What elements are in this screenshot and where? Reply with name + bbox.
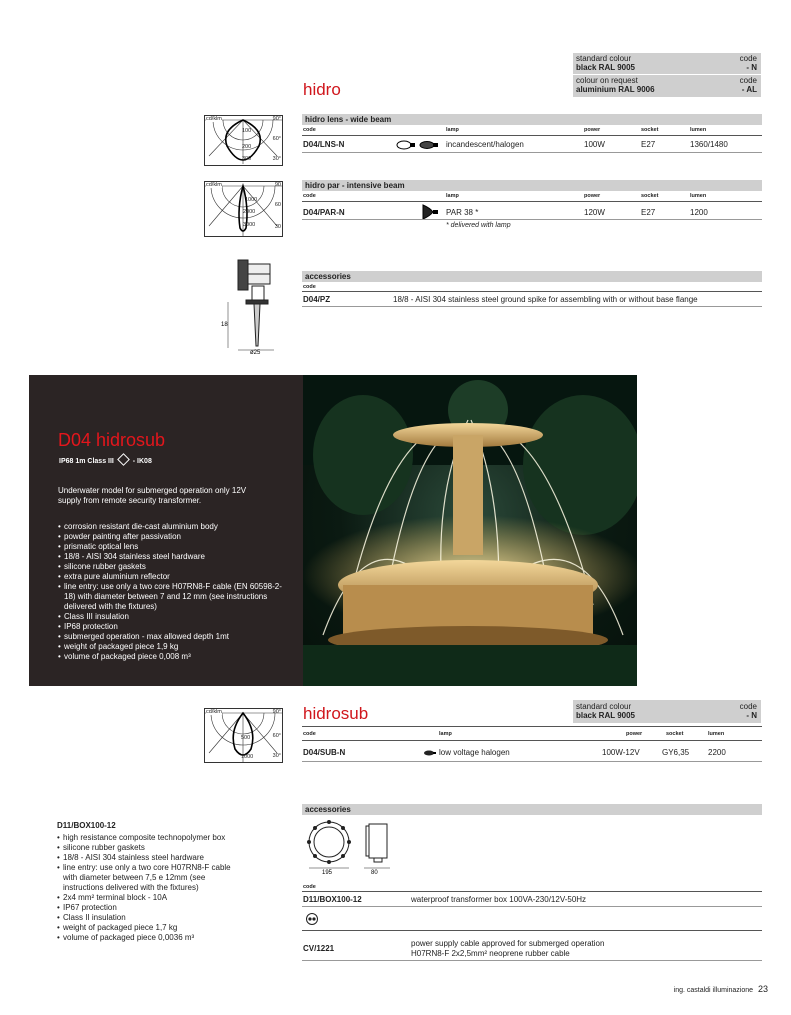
par-lamp-icon (421, 204, 439, 220)
sub-socket: GY6,35 (662, 748, 690, 757)
feature-list (58, 522, 288, 662)
col-lamp: lamp (446, 193, 459, 199)
list-item: • silicone rubber gaskets (58, 562, 288, 572)
list-item: • powder painting after passivation (58, 532, 288, 542)
spike-code: D04/PZ (303, 295, 331, 304)
box-code: D11/BOX100-12 (303, 895, 362, 904)
value-label: 3000 (243, 222, 256, 228)
class-iii-icon (117, 453, 130, 466)
code-value: - N (746, 711, 757, 720)
code-value-1: - N (746, 63, 757, 72)
list-item: • silicone rubber gaskets (57, 843, 247, 853)
col-socket: socket (666, 731, 684, 737)
angle-label: 60° (272, 733, 281, 739)
col-power: power (584, 127, 601, 133)
dim-label: 195 (322, 870, 333, 876)
code-value-2: - AL (741, 85, 757, 94)
cable-code: CV/1221 (303, 944, 335, 953)
list-item: • submerged operation - max allowed depth 1mt (58, 632, 288, 642)
colour-label: standard colour (576, 702, 632, 711)
value-label: 1000 (241, 754, 254, 760)
polar-diagram-sub (204, 708, 283, 763)
dim-label: 80 (371, 870, 378, 876)
sub-lumen: 2200 (708, 748, 726, 757)
sub-lamp: low voltage halogen (439, 748, 510, 757)
code-label-2: code (739, 76, 757, 85)
angle-label: 60 (274, 202, 281, 208)
diagram-unit: cd/klm (206, 709, 222, 715)
dim-label: ø25 (250, 350, 261, 356)
section-bar-accessories: accessories (302, 271, 762, 282)
value-label: 300 (242, 156, 252, 162)
colour-value-2: aluminium RAL 9006 (576, 85, 655, 94)
col-code: code (303, 884, 316, 890)
lens-socket: E27 (641, 140, 656, 149)
par-lamp: PAR 38 * (446, 208, 479, 217)
code-label-1: code (739, 54, 757, 63)
fountain-illustration (303, 375, 637, 686)
col-code: code (303, 193, 316, 199)
colour-value: black RAL 9005 (576, 711, 635, 720)
hidrosub-intro-panel (29, 375, 303, 686)
colour-table (573, 53, 761, 97)
cable-desc-2: H07RN8-F 2x2,5mm² neoprene rubber cable (411, 949, 570, 958)
hidrosub-intro-title: D04 hidrosub (58, 430, 166, 450)
col-code: code (303, 731, 316, 737)
list-item: • Class III insulation (58, 612, 288, 622)
lens-lumen: 1360/1480 (690, 140, 728, 149)
par-socket: E27 (641, 208, 656, 217)
hidrosub-title: hidrosub (303, 704, 369, 723)
ground-spike-drawing (218, 256, 278, 356)
lens-lamp: incandescent/halogen (446, 140, 524, 149)
col-socket: socket (641, 127, 659, 133)
diagram-unit: cd/klm (206, 182, 222, 188)
section-bar-par: hidro par - intensive beam (302, 180, 762, 191)
section-bar-accessories-2: accessories (302, 804, 762, 815)
colour-label-1: standard colour (576, 54, 632, 63)
list-item: • weight of packaged piece 1,7 kg (57, 923, 247, 933)
footer (674, 984, 768, 994)
page-number: 23 (757, 984, 768, 994)
par-lumen: 1200 (690, 208, 708, 217)
col-power: power (626, 731, 643, 737)
angle-label: 90° (272, 116, 281, 122)
cable-icon (305, 913, 319, 925)
col-code: code (303, 284, 316, 290)
col-lumen: lumen (690, 127, 707, 133)
col-lamp: lamp (446, 127, 459, 133)
list-item: • extra pure aluminium reflector (58, 572, 288, 582)
polar-diagram-par (204, 181, 283, 237)
col-lumen: lumen (690, 193, 707, 199)
list-item: • IP67 protection (57, 903, 247, 913)
angle-label: 90 (274, 182, 281, 188)
list-item: • weight of packaged piece 1,9 kg (58, 642, 288, 652)
value-label: 500 (241, 735, 251, 741)
fountain-photo (303, 375, 637, 686)
box-feature-list (57, 833, 247, 943)
angle-label: 60° (272, 136, 281, 142)
par-code: D04/PAR-N (303, 208, 345, 217)
rating-ik: - IK08 (132, 458, 152, 465)
colour-table-sub (573, 700, 761, 723)
spike-desc: 18/8 - AISI 304 stainless steel ground spike for assembling with or without base flange (393, 295, 698, 304)
section-bar-lens: hidro lens - wide beam (302, 114, 762, 125)
box-desc: waterproof transformer box 100VA-230/12V-50Hz (411, 895, 587, 904)
halogen-lamp-icon (424, 750, 436, 756)
sub-power: 100W-12V (602, 748, 640, 757)
lens-code: D04/LNS-N (303, 140, 345, 149)
intro-description: Underwater model for submerged operation only 12V supply from remote security transformer. (58, 486, 247, 505)
colour-label-2: colour on request (576, 76, 638, 85)
ratings (59, 455, 152, 465)
list-item: • IP68 protection (58, 622, 288, 632)
col-lumen: lumen (708, 731, 725, 737)
footer-brand: ing. castaldi illuminazione (673, 987, 754, 994)
list-item: • high resistance composite technopolymer box (57, 833, 247, 843)
diagram-unit: cd/klm (206, 116, 222, 122)
value-label: 200 (242, 144, 252, 150)
list-item: • line entry: use only a two core H07RN8-F cable (EN 60598-2-18) with diameter between 7 and 12 mm (see instructions delivered with the fixtures) (58, 582, 288, 612)
angle-label: 30° (272, 753, 281, 759)
list-item: • line entry: use only a two core H07RN8-F cable with diameter between 7,5 e 12mm (see instructions delivered with the fixtures) (57, 863, 247, 893)
lamp-bulb-icon (396, 140, 440, 150)
col-code: code (303, 127, 316, 133)
cable-desc-1: power supply cable approved for submerged operation (411, 939, 605, 948)
list-item: • Class II insulation (57, 913, 247, 923)
code-label: code (739, 702, 757, 711)
par-power: 120W (584, 208, 605, 217)
par-note: * delivered with lamp (446, 222, 511, 229)
box-title: D11/BOX100-12 (57, 821, 116, 830)
col-power: power (584, 193, 601, 199)
value-label: 100 (242, 128, 252, 134)
list-item: • prismatic optical lens (58, 542, 288, 552)
list-item: • 2x4 mm² terminal block - 10A (57, 893, 247, 903)
dim-label: 18 (221, 322, 228, 328)
list-item: • corrosion resistant die-cast aluminium body (58, 522, 288, 532)
list-item: • 18/8 - AISI 304 stainless steel hardware (57, 853, 247, 863)
angle-label: 30° (272, 156, 281, 162)
list-item: • volume of packaged piece 0,008 m³ (58, 652, 288, 662)
polar-diagram-lens (204, 115, 283, 166)
col-socket: socket (641, 193, 659, 199)
list-item: • 18/8 - AISI 304 stainless steel hardware (58, 552, 288, 562)
angle-label: 90° (272, 709, 281, 715)
colour-value-1: black RAL 9005 (576, 63, 635, 72)
angle-label: 30 (274, 224, 281, 230)
list-item: • volume of packaged piece 0,0036 m³ (57, 933, 247, 943)
transformer-box-drawing (304, 818, 404, 876)
sub-code: D04/SUB-N (303, 748, 346, 757)
value-label: 1000 (245, 197, 258, 203)
hidro-title: hidro (303, 80, 341, 99)
col-lamp: lamp (439, 731, 452, 737)
rating-ip-class: IP68 1m Class III (59, 458, 114, 465)
value-label: 2000 (243, 209, 256, 215)
lens-power: 100W (584, 140, 605, 149)
